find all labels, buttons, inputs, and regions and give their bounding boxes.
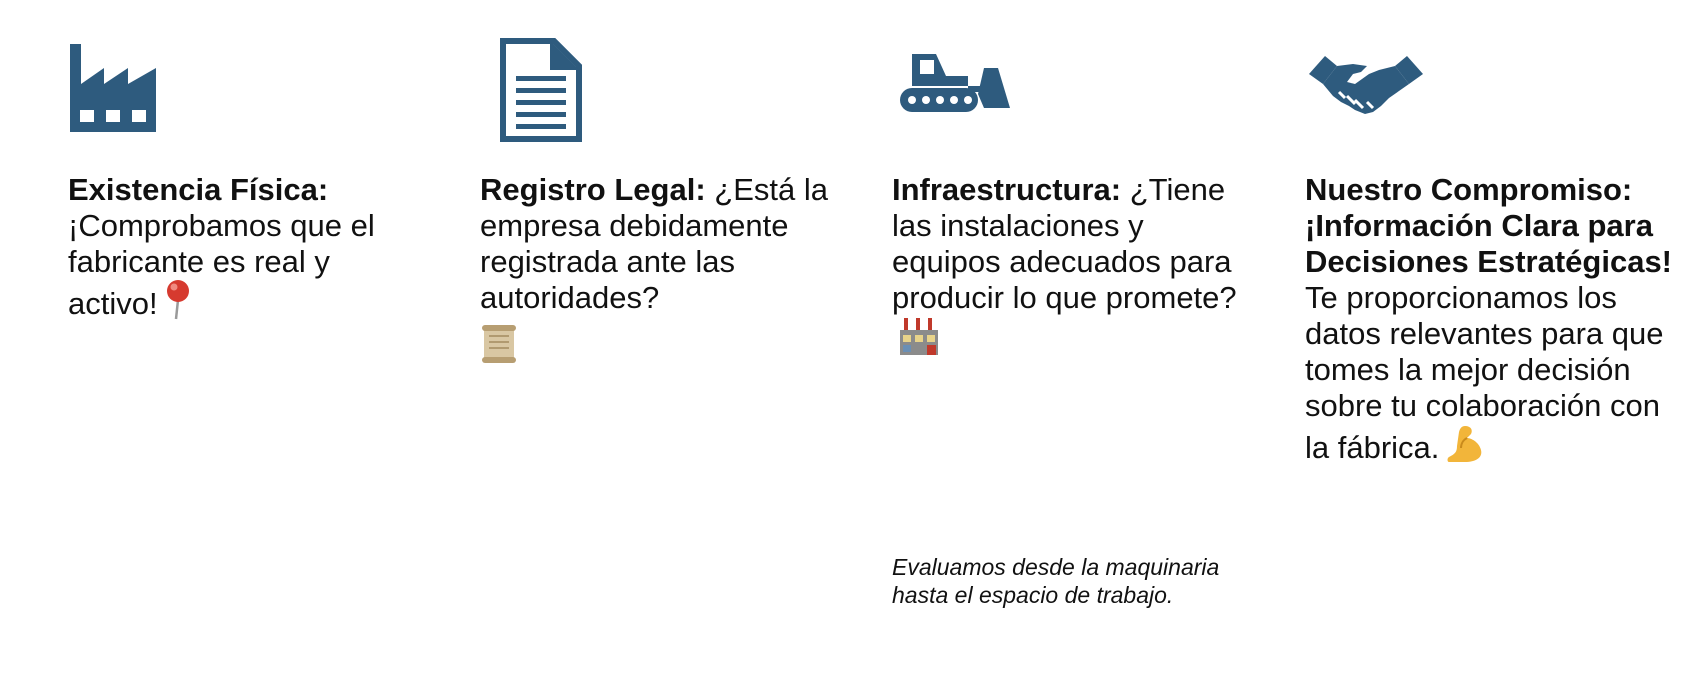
feature-body: ¿Está la empresa debidamente registrada ante las autoridades? (480, 172, 828, 315)
bulldozer-icon (898, 50, 1012, 160)
feature-text (1305, 172, 1675, 472)
flexed-biceps-emoji (1445, 424, 1485, 472)
round-pushpin-emoji (164, 280, 192, 328)
feature-body: ¿Tiene las instalaciones y equipos adecuados para producir lo que promete? (892, 172, 1237, 315)
feature-text (68, 172, 408, 328)
feature-text (480, 172, 850, 372)
factory-emoji (898, 316, 940, 364)
feature-title: Nuestro Compromiso: ¡Información Clara para Decisiones Estratégicas! (1305, 172, 1673, 279)
feature-title: Existencia Física: (68, 172, 329, 207)
scroll-emoji (480, 324, 518, 372)
feature-title: Registro Legal: (480, 172, 706, 207)
feature-body: ¡Comprobamos que el fabricante es real y activo! (68, 208, 375, 321)
feature-title: Infraestructura: (892, 172, 1122, 207)
document-icon (500, 38, 582, 148)
footnote: Evaluamos desde la maquinaria hasta el espacio de trabajo. (892, 554, 1220, 608)
handshake-icon (1309, 52, 1423, 162)
feature-body: Te proporcionamos los datos relevantes para que tomes la mejor decisión sobre tu colaboración con la fábrica. (1305, 280, 1664, 465)
feature-text (892, 172, 1252, 364)
factory-icon (68, 44, 160, 154)
